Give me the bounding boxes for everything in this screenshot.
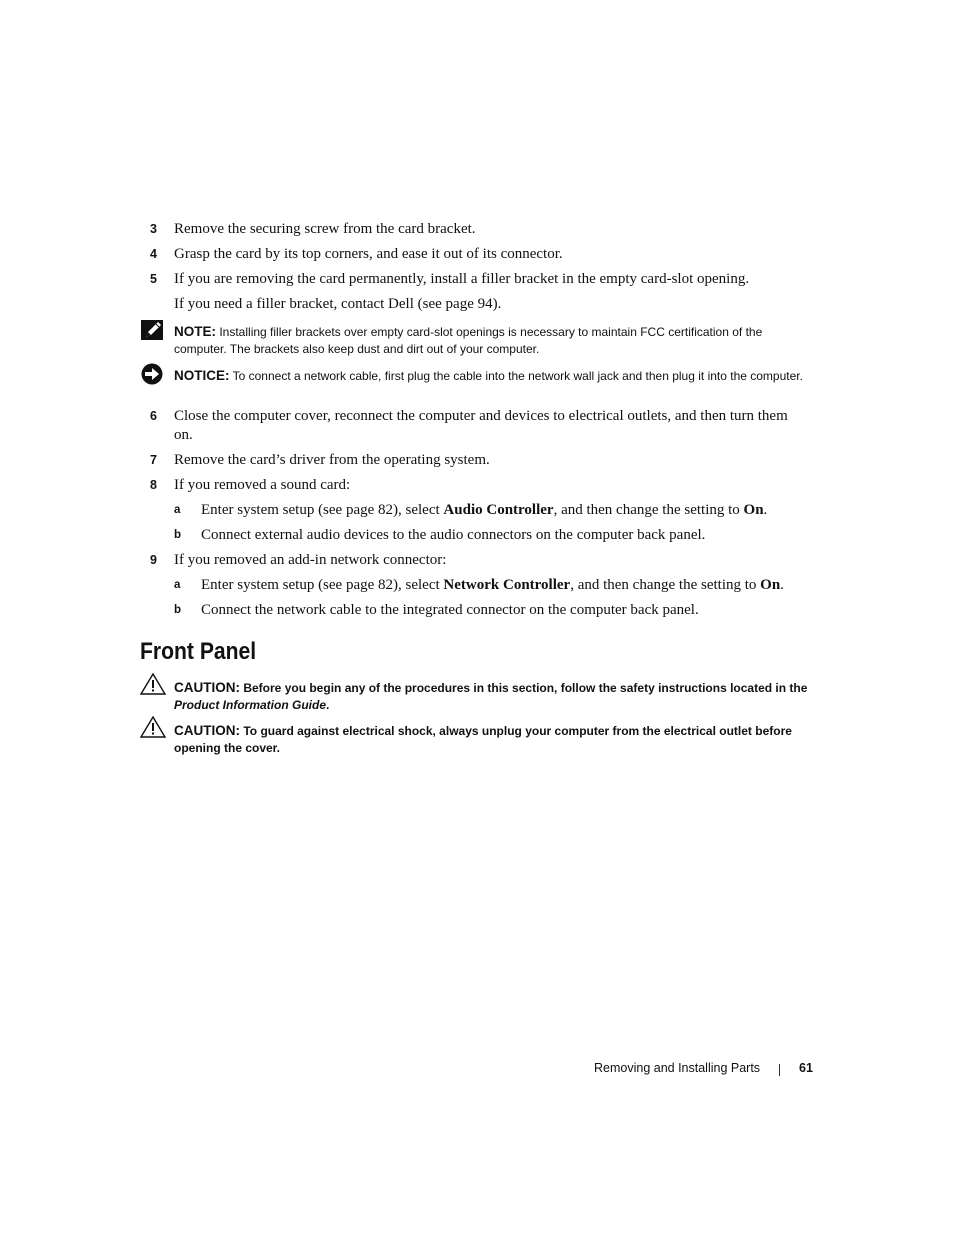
warning-triangle-icon xyxy=(140,716,168,740)
note-label: NOTE: xyxy=(174,324,216,339)
step-number: 4 xyxy=(150,247,157,261)
substep-letter: b xyxy=(174,604,182,616)
step-number: 3 xyxy=(150,222,157,236)
step-7 xyxy=(150,451,810,470)
menu-option-audio-controller: Audio Controller xyxy=(443,502,554,518)
caution-text: To guard against electrical shock, always unplug your computer from the electrical outlet before opening the cover. xyxy=(174,724,792,755)
warning-triangle-icon xyxy=(140,673,168,697)
footer-separator xyxy=(779,1064,780,1076)
notice-text: To connect a network cable, first plug the cable into the network wall jack and then plug it into the computer. xyxy=(232,369,803,383)
substep-text: Enter system setup (see page 82), select xyxy=(201,502,444,518)
substep-text: . xyxy=(780,577,784,593)
step-5 xyxy=(150,270,810,289)
notice-box xyxy=(140,367,810,385)
page-footer xyxy=(594,1061,813,1075)
substep-text: Connect the network cable to the integrated connector on the computer back panel. xyxy=(201,602,699,618)
step-5-continuation: If you need a filler bracket, contact Dell (see page 94). xyxy=(174,296,502,312)
step-number: 6 xyxy=(150,409,157,423)
substep-letter: a xyxy=(174,504,181,516)
step-number: 7 xyxy=(150,453,157,467)
substep-text: , and then change the setting to xyxy=(570,577,761,593)
step-text: Grasp the card by its top corners, and ease it out of its connector. xyxy=(174,246,563,262)
pencil-note-icon xyxy=(140,319,166,343)
caution-text: . xyxy=(326,698,330,712)
setting-value-on: On xyxy=(760,577,781,593)
footer-section-title: Removing and Installing Parts xyxy=(594,1061,761,1075)
step-9a xyxy=(174,576,814,595)
step-text: If you removed an add-in network connector: xyxy=(174,552,447,568)
caution-label: CAUTION: xyxy=(174,680,240,695)
step-4 xyxy=(150,245,810,264)
step-number: 5 xyxy=(150,272,157,286)
caution-label: CAUTION: xyxy=(174,723,240,738)
step-6 xyxy=(150,407,810,445)
notice-label: NOTICE: xyxy=(174,368,230,383)
product-information-guide-title: Product Information Guide xyxy=(174,698,326,712)
substep-letter: b xyxy=(174,529,182,541)
step-9b xyxy=(174,601,814,620)
step-9 xyxy=(150,551,810,570)
substep-text: Enter system setup (see page 82), select xyxy=(201,577,444,593)
step-8a xyxy=(174,501,814,520)
substep-letter: a xyxy=(174,579,181,591)
substep-text: . xyxy=(763,502,768,518)
step-3 xyxy=(150,220,810,239)
step-number: 8 xyxy=(150,478,157,492)
step-text: Remove the card’s driver from the operating system. xyxy=(174,452,490,468)
step-text: Close the computer cover, reconnect the computer and devices to electrical outlets, and then turn them on. xyxy=(174,408,788,443)
note-box xyxy=(140,323,810,358)
step-number: 9 xyxy=(150,553,157,567)
step-text: If you removed a sound card: xyxy=(174,477,351,493)
step-8b xyxy=(174,526,814,545)
caution-box-1 xyxy=(140,679,810,714)
caution-text: Before you begin any of the procedures in this section, follow the safety instructions located in the xyxy=(243,681,808,695)
menu-option-network-controller: Network Controller xyxy=(443,577,571,593)
caution-box-2 xyxy=(140,722,810,757)
step-text: Remove the securing screw from the card bracket. xyxy=(174,221,476,237)
section-heading: Front Panel xyxy=(140,638,257,665)
page-number: 61 xyxy=(799,1061,813,1075)
step-8 xyxy=(150,476,810,495)
substep-text: , and then change the setting to xyxy=(553,502,744,518)
step-text: If you are removing the card permanently, install a filler bracket in the empty card-slot opening. xyxy=(174,271,750,287)
substep-text: Connect external audio devices to the audio connectors on the computer back panel. xyxy=(201,527,706,543)
notice-arrow-icon xyxy=(140,363,166,387)
setting-value-on: On xyxy=(743,502,764,518)
note-text: Installing filler brackets over empty card-slot openings is necessary to maintain FCC certification of the computer. The brackets also keep dust and dirt out of your computer. xyxy=(174,325,763,356)
